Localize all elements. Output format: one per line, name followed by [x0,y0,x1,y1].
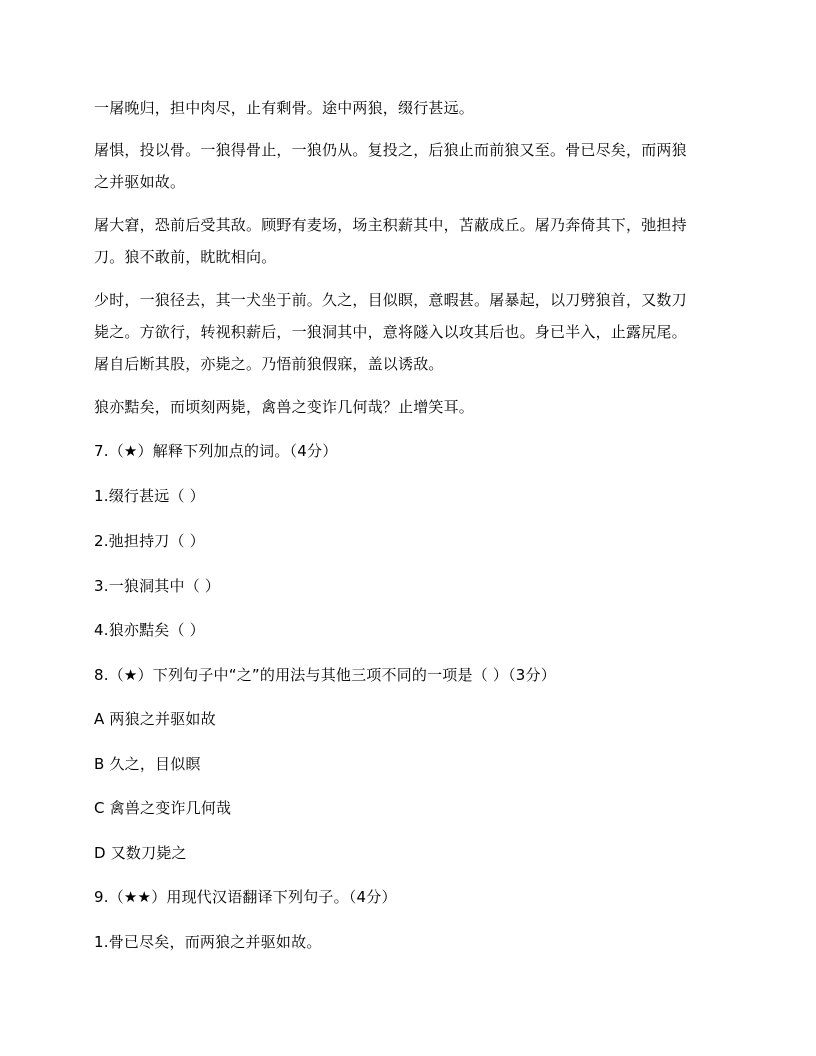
passage-p4-line2: 毙之。方欲行，转视积薪后，一狼洞其中，意将隧入以攻其后也。身已半入，止露尻尾。 [94,323,687,341]
question-8-prompt: 8.（★）下列句子中“之”的用法与其他三项不同的一项是（ ）（3分） [94,666,556,684]
passage-p4-line1: 少时，一狼径去，其一犬坐于前。久之，目似瞑，意暇甚。屠暴起，以刀劈狼首，又数刀 [94,291,687,309]
question-9-item-1: 1.骨已尽矣，而两狼之并驱如故。 [94,933,322,951]
question-9-prompt: 9.（★★）用现代汉语翻译下列句子。（4分） [94,888,397,906]
question-7-prompt: 7.（★）解释下列加点的词。（4分） [94,442,338,460]
question-7-item-2: 2.弛担持刀（ ） [94,532,205,550]
passage-p3-line1: 屠大窘，恐前后受其敌。顾野有麦场，场主积薪其中，苫蔽成丘。屠乃奔倚其下，弛担持 [94,216,687,234]
question-7-item-1: 1.缀行甚远（ ） [94,487,205,505]
passage-p1-line1: 一屠晚归，担中肉尽，止有剩骨。途中两狼，缀行甚远。 [94,99,475,117]
question-8-option-c: C 禽兽之变诈几何哉 [94,799,232,817]
passage-p3-line2: 刀。狼不敢前，眈眈相向。 [94,248,277,266]
question-7-item-4: 4.狼亦黠矣（ ） [94,621,205,639]
question-8-option-d: D 又数刀毙之 [94,844,187,862]
question-8-option-a: A 两狼之并驱如故 [94,710,216,728]
passage-p5-line1: 狼亦黠矣，而顷刻两毙，禽兽之变诈几何哉？止增笑耳。 [94,398,475,416]
question-7-item-3: 3.一狼洞其中（ ） [94,577,221,595]
passage-p2-line1: 屠惧，投以骨。一狼得骨止，一狼仍从。复投之，后狼止而前狼又至。骨已尽矣，而两狼 [94,141,687,159]
question-8-option-b: B 久之，目似瞑 [94,755,201,773]
passage-p2-line2: 之并驱如故。 [94,173,186,191]
passage-p4-line3: 屠自后断其股，亦毙之。乃悟前狼假寐，盖以诱敌。 [94,355,444,373]
